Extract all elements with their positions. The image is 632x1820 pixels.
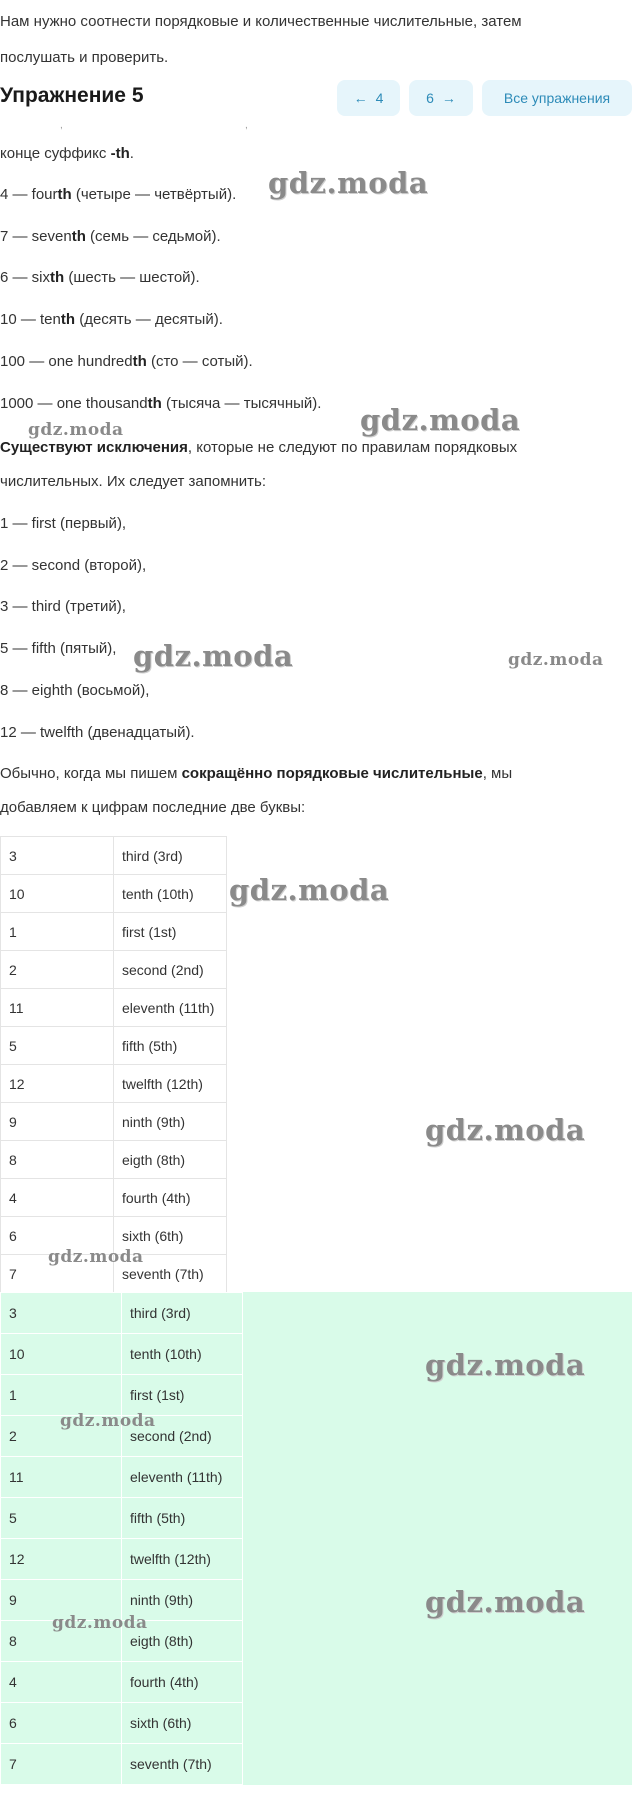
- watermark: gdz.moda: [425, 1585, 586, 1619]
- table-row: 9 ninth (9th): [1, 1580, 243, 1621]
- page-title: Упражнение 5: [0, 84, 144, 107]
- intro-line-2: послушать и проверить.: [0, 49, 169, 66]
- watermark: gdz.moda: [48, 1247, 144, 1267]
- cut-off-text: , ,: [60, 122, 248, 130]
- table-row: 3 third (3rd): [1, 837, 227, 875]
- prev-exercise-label: 4: [375, 90, 384, 106]
- next-exercise-label: 6: [426, 90, 434, 106]
- table-row: 4 fourth (4th): [1, 1662, 243, 1703]
- intro-line-1: Нам нужно соотнести порядковые и количественные числительные, затем: [0, 13, 522, 30]
- watermark: gdz.moda: [52, 1613, 148, 1633]
- table-row: 6 sixth (6th): [1, 1703, 243, 1744]
- table-row: 5 fifth (5th): [1, 1027, 227, 1065]
- intro-text: [0, 4, 632, 76]
- table-row: 12 twelfth (12th): [1, 1065, 227, 1103]
- table-row: 11 eleventh (11th): [1, 989, 227, 1027]
- table-row: 7 seventh (7th): [1, 1744, 243, 1785]
- ordinals-table: [0, 836, 227, 1293]
- watermark: gdz.moda: [425, 1113, 586, 1147]
- table-row: 11 eleventh (11th): [1, 1457, 243, 1498]
- table-row: 4 fourth (4th): [1, 1179, 227, 1217]
- watermark: gdz.moda: [229, 873, 390, 907]
- watermark: gdz.moda: [508, 650, 604, 670]
- exception-item: 12 — twelfth (двенадцатый).: [0, 724, 195, 741]
- regular-item: 6 — sixth (шесть — шестой).: [0, 269, 200, 286]
- all-exercises-button[interactable]: Все упражнения: [482, 80, 632, 116]
- table-row: 6 sixth (6th): [1, 1217, 227, 1255]
- regular-item: 1000 — one thousandth (тысяча — тысячный).: [0, 395, 322, 412]
- watermark: gdz.moda: [360, 403, 521, 437]
- regular-item: 10 — tenth (десять — десятый).: [0, 311, 223, 328]
- exercise-header: [0, 78, 632, 120]
- table-row: 12 twelfth (12th): [1, 1539, 243, 1580]
- table-row: 2 second (2nd): [1, 1416, 243, 1457]
- prev-exercise-button[interactable]: [337, 80, 400, 116]
- table-row: 10 tenth (10th): [1, 1334, 243, 1375]
- watermark: gdz.moda: [60, 1411, 156, 1431]
- exception-item: 3 — third (третий),: [0, 598, 126, 615]
- exception-item: 1 — first (первый),: [0, 515, 127, 532]
- arrow-left-icon: ←: [353, 90, 368, 106]
- table-row: 8 eigth (8th): [1, 1141, 227, 1179]
- table-row: 9 ninth (9th): [1, 1103, 227, 1141]
- table-row: 5 fifth (5th): [1, 1498, 243, 1539]
- abbreviation-intro: Обычно, когда мы пишем сокращённо порядковые числительные, мы: [0, 765, 513, 782]
- abbreviation-intro-line-2: добавляем к цифрам последние две буквы:: [0, 799, 306, 816]
- watermark: gdz.moda: [425, 1348, 586, 1382]
- exceptions-intro: Существуют исключения, которые не следуют по правилам порядковых: [0, 439, 518, 456]
- watermark: gdz.moda: [268, 166, 429, 200]
- suffix-line: конце суффикс -th.: [0, 145, 134, 162]
- regular-item: 4 — fourth (четыре — четвёртый).: [0, 186, 237, 203]
- regular-item: 100 — one hundredth (сто — сотый).: [0, 353, 253, 370]
- exception-item: 2 — second (второй),: [0, 557, 147, 574]
- ordinals-answer-table: [0, 1292, 243, 1785]
- exception-item: 8 — eighth (восьмой),: [0, 682, 150, 699]
- table-row: 7 seventh (7th): [1, 1255, 227, 1293]
- watermark: gdz.moda: [28, 420, 124, 440]
- regular-item: 7 — seventh (семь — седьмой).: [0, 228, 221, 245]
- table-row: 10 tenth (10th): [1, 875, 227, 913]
- exception-item: 5 — fifth (пятый),: [0, 640, 117, 657]
- table-row: 2 second (2nd): [1, 951, 227, 989]
- next-exercise-button[interactable]: [409, 80, 473, 116]
- table-row: 8 eigth (8th): [1, 1621, 243, 1662]
- table-row: 3 third (3rd): [1, 1293, 243, 1334]
- watermark: gdz.moda: [133, 639, 294, 673]
- table-row: 1 first (1st): [1, 1375, 243, 1416]
- table-row: 1 first (1st): [1, 913, 227, 951]
- arrow-right-icon: →: [441, 90, 456, 106]
- exceptions-intro-line-2: числительных. Их следует запомнить:: [0, 473, 267, 490]
